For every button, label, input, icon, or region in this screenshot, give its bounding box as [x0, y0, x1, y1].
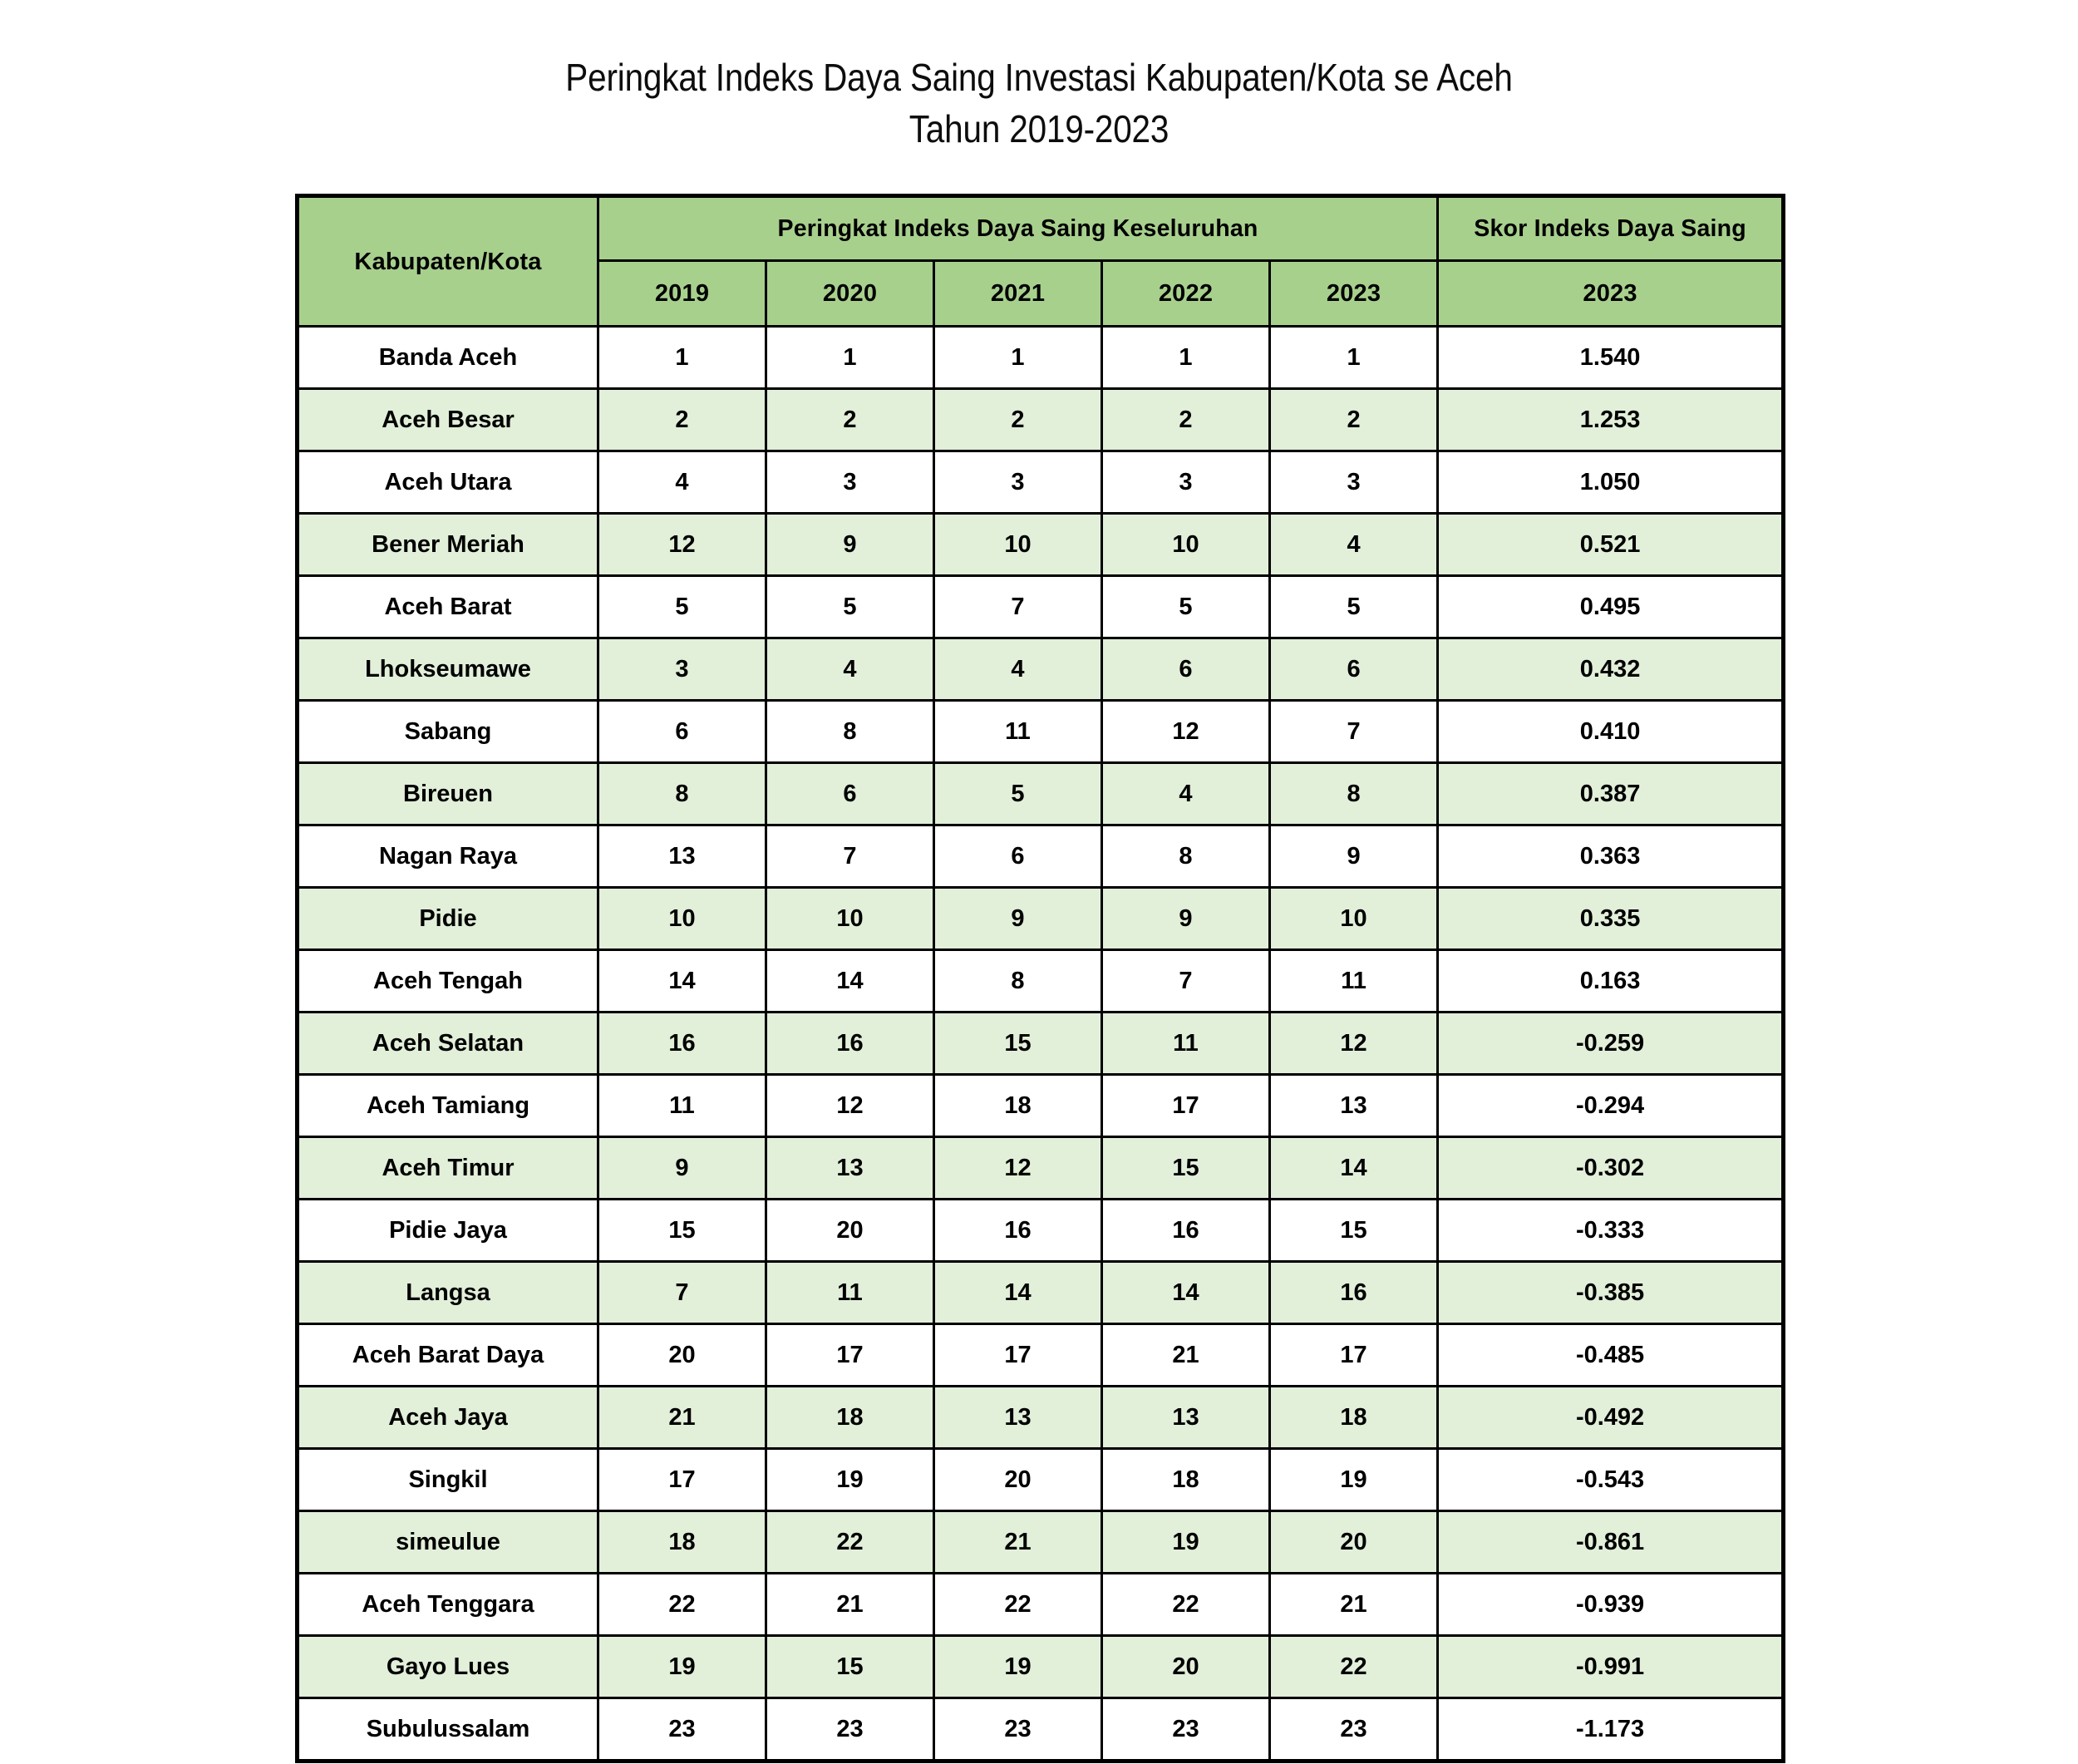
cell-region-name: Aceh Tengah [298, 950, 598, 1013]
cell-score-2023: 0.363 [1438, 825, 1784, 888]
table-row [298, 576, 1784, 638]
cell-score-2023: -0.939 [1438, 1574, 1784, 1636]
cell-rank-2021: 16 [934, 1200, 1102, 1262]
cell-rank-2020: 18 [766, 1387, 934, 1449]
cell-rank-2019: 20 [598, 1324, 766, 1387]
cell-region-name: Bener Meriah [298, 514, 598, 576]
cell-rank-2023: 23 [1270, 1698, 1438, 1762]
cell-score-2023: 1.050 [1438, 451, 1784, 514]
cell-score-2023: -1.173 [1438, 1698, 1784, 1762]
table-row [298, 514, 1784, 576]
cell-rank-2020: 10 [766, 888, 934, 950]
table-row [298, 1698, 1784, 1762]
cell-rank-2020: 5 [766, 576, 934, 638]
header-row-group [298, 196, 1784, 261]
cell-rank-2020: 3 [766, 451, 934, 514]
title-line-2: Tahun 2019-2023 [909, 107, 1169, 150]
cell-rank-2019: 2 [598, 389, 766, 451]
cell-rank-2022: 8 [1102, 825, 1270, 888]
cell-rank-2021: 8 [934, 950, 1102, 1013]
cell-score-2023: 0.335 [1438, 888, 1784, 950]
table-row [298, 1324, 1784, 1387]
cell-rank-2019: 19 [598, 1636, 766, 1698]
cell-rank-2019: 5 [598, 576, 766, 638]
cell-region-name: simeulue [298, 1511, 598, 1574]
cell-rank-2022: 9 [1102, 888, 1270, 950]
header-group-skor: Skor Indeks Daya Saing [1438, 196, 1784, 261]
cell-score-2023: -0.259 [1438, 1013, 1784, 1075]
cell-rank-2023: 7 [1270, 701, 1438, 763]
cell-rank-2022: 4 [1102, 763, 1270, 825]
cell-rank-2020: 15 [766, 1636, 934, 1698]
cell-rank-2021: 5 [934, 763, 1102, 825]
cell-region-name: Banda Aceh [298, 327, 598, 389]
table-row [298, 1137, 1784, 1200]
cell-rank-2023: 11 [1270, 950, 1438, 1013]
cell-rank-2023: 16 [1270, 1262, 1438, 1324]
cell-rank-2022: 1 [1102, 327, 1270, 389]
cell-rank-2022: 3 [1102, 451, 1270, 514]
cell-rank-2023: 13 [1270, 1075, 1438, 1137]
cell-rank-2019: 18 [598, 1511, 766, 1574]
chart-title [0, 52, 2078, 155]
cell-rank-2019: 9 [598, 1137, 766, 1200]
cell-rank-2021: 6 [934, 825, 1102, 888]
cell-rank-2023: 3 [1270, 451, 1438, 514]
table-row [298, 1200, 1784, 1262]
cell-rank-2022: 7 [1102, 950, 1270, 1013]
cell-rank-2019: 4 [598, 451, 766, 514]
table-row [298, 1511, 1784, 1574]
cell-region-name: Aceh Tenggara [298, 1574, 598, 1636]
cell-rank-2022: 13 [1102, 1387, 1270, 1449]
cell-score-2023: -0.302 [1438, 1137, 1784, 1200]
cell-rank-2021: 15 [934, 1013, 1102, 1075]
cell-rank-2023: 10 [1270, 888, 1438, 950]
table-row [298, 327, 1784, 389]
ranking-table-container [295, 194, 1781, 1763]
cell-rank-2022: 2 [1102, 389, 1270, 451]
cell-rank-2021: 1 [934, 327, 1102, 389]
header-year-2019: 2019 [598, 261, 766, 327]
cell-rank-2020: 11 [766, 1262, 934, 1324]
cell-rank-2022: 12 [1102, 701, 1270, 763]
table-row [298, 1636, 1784, 1698]
cell-rank-2021: 18 [934, 1075, 1102, 1137]
cell-rank-2021: 17 [934, 1324, 1102, 1387]
cell-rank-2020: 1 [766, 327, 934, 389]
cell-rank-2022: 23 [1102, 1698, 1270, 1762]
cell-score-2023: -0.385 [1438, 1262, 1784, 1324]
table-row [298, 701, 1784, 763]
header-kabupaten-kota: Kabupaten/Kota [298, 196, 598, 327]
cell-rank-2023: 8 [1270, 763, 1438, 825]
cell-rank-2022: 5 [1102, 576, 1270, 638]
cell-rank-2023: 6 [1270, 638, 1438, 701]
table-row [298, 1075, 1784, 1137]
cell-rank-2023: 9 [1270, 825, 1438, 888]
table-row [298, 888, 1784, 950]
cell-score-2023: 0.432 [1438, 638, 1784, 701]
cell-rank-2022: 15 [1102, 1137, 1270, 1200]
title-line-1: Peringkat Indeks Daya Saing Investasi Kabupaten/Kota se Aceh [565, 56, 1513, 99]
table-row [298, 638, 1784, 701]
table-row [298, 451, 1784, 514]
cell-region-name: Aceh Tamiang [298, 1075, 598, 1137]
cell-rank-2021: 7 [934, 576, 1102, 638]
cell-rank-2023: 17 [1270, 1324, 1438, 1387]
header-score-year-2023: 2023 [1438, 261, 1784, 327]
cell-region-name: Lhokseumawe [298, 638, 598, 701]
cell-rank-2019: 17 [598, 1449, 766, 1511]
cell-rank-2022: 6 [1102, 638, 1270, 701]
cell-region-name: Aceh Timur [298, 1137, 598, 1200]
cell-score-2023: 0.163 [1438, 950, 1784, 1013]
cell-rank-2019: 1 [598, 327, 766, 389]
cell-rank-2022: 19 [1102, 1511, 1270, 1574]
cell-rank-2019: 11 [598, 1075, 766, 1137]
cell-score-2023: 0.495 [1438, 576, 1784, 638]
cell-region-name: Nagan Raya [298, 825, 598, 888]
cell-rank-2019: 12 [598, 514, 766, 576]
table-row [298, 1449, 1784, 1511]
cell-rank-2023: 12 [1270, 1013, 1438, 1075]
cell-rank-2021: 11 [934, 701, 1102, 763]
cell-rank-2022: 11 [1102, 1013, 1270, 1075]
cell-region-name: Aceh Barat Daya [298, 1324, 598, 1387]
table-row [298, 763, 1784, 825]
table-row [298, 1262, 1784, 1324]
cell-rank-2021: 21 [934, 1511, 1102, 1574]
table-row [298, 950, 1784, 1013]
cell-rank-2019: 8 [598, 763, 766, 825]
table-row [298, 389, 1784, 451]
cell-rank-2021: 9 [934, 888, 1102, 950]
cell-rank-2022: 21 [1102, 1324, 1270, 1387]
table-row [298, 1574, 1784, 1636]
cell-score-2023: 1.253 [1438, 389, 1784, 451]
cell-region-name: Sabang [298, 701, 598, 763]
cell-region-name: Aceh Utara [298, 451, 598, 514]
cell-rank-2019: 16 [598, 1013, 766, 1075]
cell-rank-2020: 17 [766, 1324, 934, 1387]
cell-rank-2020: 22 [766, 1511, 934, 1574]
cell-rank-2020: 19 [766, 1449, 934, 1511]
header-year-2020: 2020 [766, 261, 934, 327]
cell-rank-2023: 18 [1270, 1387, 1438, 1449]
cell-rank-2023: 14 [1270, 1137, 1438, 1200]
cell-rank-2020: 7 [766, 825, 934, 888]
cell-rank-2019: 3 [598, 638, 766, 701]
header-year-2022: 2022 [1102, 261, 1270, 327]
cell-rank-2022: 10 [1102, 514, 1270, 576]
cell-region-name: Aceh Selatan [298, 1013, 598, 1075]
cell-rank-2019: 7 [598, 1262, 766, 1324]
cell-region-name: Langsa [298, 1262, 598, 1324]
cell-rank-2019: 22 [598, 1574, 766, 1636]
table-body [298, 327, 1784, 1762]
cell-rank-2021: 12 [934, 1137, 1102, 1200]
cell-rank-2019: 6 [598, 701, 766, 763]
cell-rank-2020: 6 [766, 763, 934, 825]
cell-region-name: Pidie Jaya [298, 1200, 598, 1262]
cell-score-2023: 0.521 [1438, 514, 1784, 576]
cell-rank-2020: 23 [766, 1698, 934, 1762]
table-row [298, 1387, 1784, 1449]
cell-score-2023: -0.492 [1438, 1387, 1784, 1449]
cell-rank-2021: 10 [934, 514, 1102, 576]
cell-rank-2023: 2 [1270, 389, 1438, 451]
cell-rank-2019: 10 [598, 888, 766, 950]
cell-rank-2021: 23 [934, 1698, 1102, 1762]
table-row [298, 825, 1784, 888]
cell-rank-2021: 13 [934, 1387, 1102, 1449]
header-year-2023: 2023 [1270, 261, 1438, 327]
cell-rank-2020: 8 [766, 701, 934, 763]
cell-rank-2023: 1 [1270, 327, 1438, 389]
cell-rank-2021: 14 [934, 1262, 1102, 1324]
cell-score-2023: 0.410 [1438, 701, 1784, 763]
cell-score-2023: -0.485 [1438, 1324, 1784, 1387]
cell-score-2023: 0.387 [1438, 763, 1784, 825]
cell-rank-2021: 22 [934, 1574, 1102, 1636]
cell-rank-2023: 5 [1270, 576, 1438, 638]
cell-rank-2020: 14 [766, 950, 934, 1013]
cell-rank-2020: 16 [766, 1013, 934, 1075]
cell-rank-2021: 3 [934, 451, 1102, 514]
cell-rank-2022: 20 [1102, 1636, 1270, 1698]
cell-rank-2021: 20 [934, 1449, 1102, 1511]
cell-score-2023: -0.991 [1438, 1636, 1784, 1698]
cell-rank-2022: 22 [1102, 1574, 1270, 1636]
cell-rank-2023: 22 [1270, 1636, 1438, 1698]
ranking-table [295, 194, 1785, 1763]
cell-region-name: Aceh Barat [298, 576, 598, 638]
cell-score-2023: 1.540 [1438, 327, 1784, 389]
cell-rank-2020: 21 [766, 1574, 934, 1636]
header-year-2021: 2021 [934, 261, 1102, 327]
cell-rank-2020: 2 [766, 389, 934, 451]
table-row [298, 1013, 1784, 1075]
cell-score-2023: -0.294 [1438, 1075, 1784, 1137]
cell-rank-2020: 20 [766, 1200, 934, 1262]
cell-rank-2022: 17 [1102, 1075, 1270, 1137]
cell-region-name: Gayo Lues [298, 1636, 598, 1698]
cell-rank-2021: 2 [934, 389, 1102, 451]
header-group-peringkat: Peringkat Indeks Daya Saing Keseluruhan [598, 196, 1438, 261]
cell-score-2023: -0.333 [1438, 1200, 1784, 1262]
cell-rank-2022: 16 [1102, 1200, 1270, 1262]
cell-score-2023: -0.861 [1438, 1511, 1784, 1574]
cell-rank-2023: 19 [1270, 1449, 1438, 1511]
cell-rank-2023: 4 [1270, 514, 1438, 576]
table-header [298, 196, 1784, 327]
cell-rank-2021: 19 [934, 1636, 1102, 1698]
cell-rank-2020: 13 [766, 1137, 934, 1200]
cell-region-name: Pidie [298, 888, 598, 950]
cell-rank-2023: 20 [1270, 1511, 1438, 1574]
cell-region-name: Aceh Jaya [298, 1387, 598, 1449]
cell-region-name: Subulussalam [298, 1698, 598, 1762]
cell-region-name: Singkil [298, 1449, 598, 1511]
cell-rank-2020: 12 [766, 1075, 934, 1137]
cell-rank-2019: 13 [598, 825, 766, 888]
cell-rank-2021: 4 [934, 638, 1102, 701]
cell-score-2023: -0.543 [1438, 1449, 1784, 1511]
cell-rank-2023: 21 [1270, 1574, 1438, 1636]
cell-rank-2022: 14 [1102, 1262, 1270, 1324]
cell-rank-2019: 15 [598, 1200, 766, 1262]
cell-region-name: Aceh Besar [298, 389, 598, 451]
cell-rank-2023: 15 [1270, 1200, 1438, 1262]
cell-region-name: Bireuen [298, 763, 598, 825]
cell-rank-2020: 9 [766, 514, 934, 576]
cell-rank-2019: 14 [598, 950, 766, 1013]
cell-rank-2019: 23 [598, 1698, 766, 1762]
cell-rank-2022: 18 [1102, 1449, 1270, 1511]
cell-rank-2019: 21 [598, 1387, 766, 1449]
cell-rank-2020: 4 [766, 638, 934, 701]
